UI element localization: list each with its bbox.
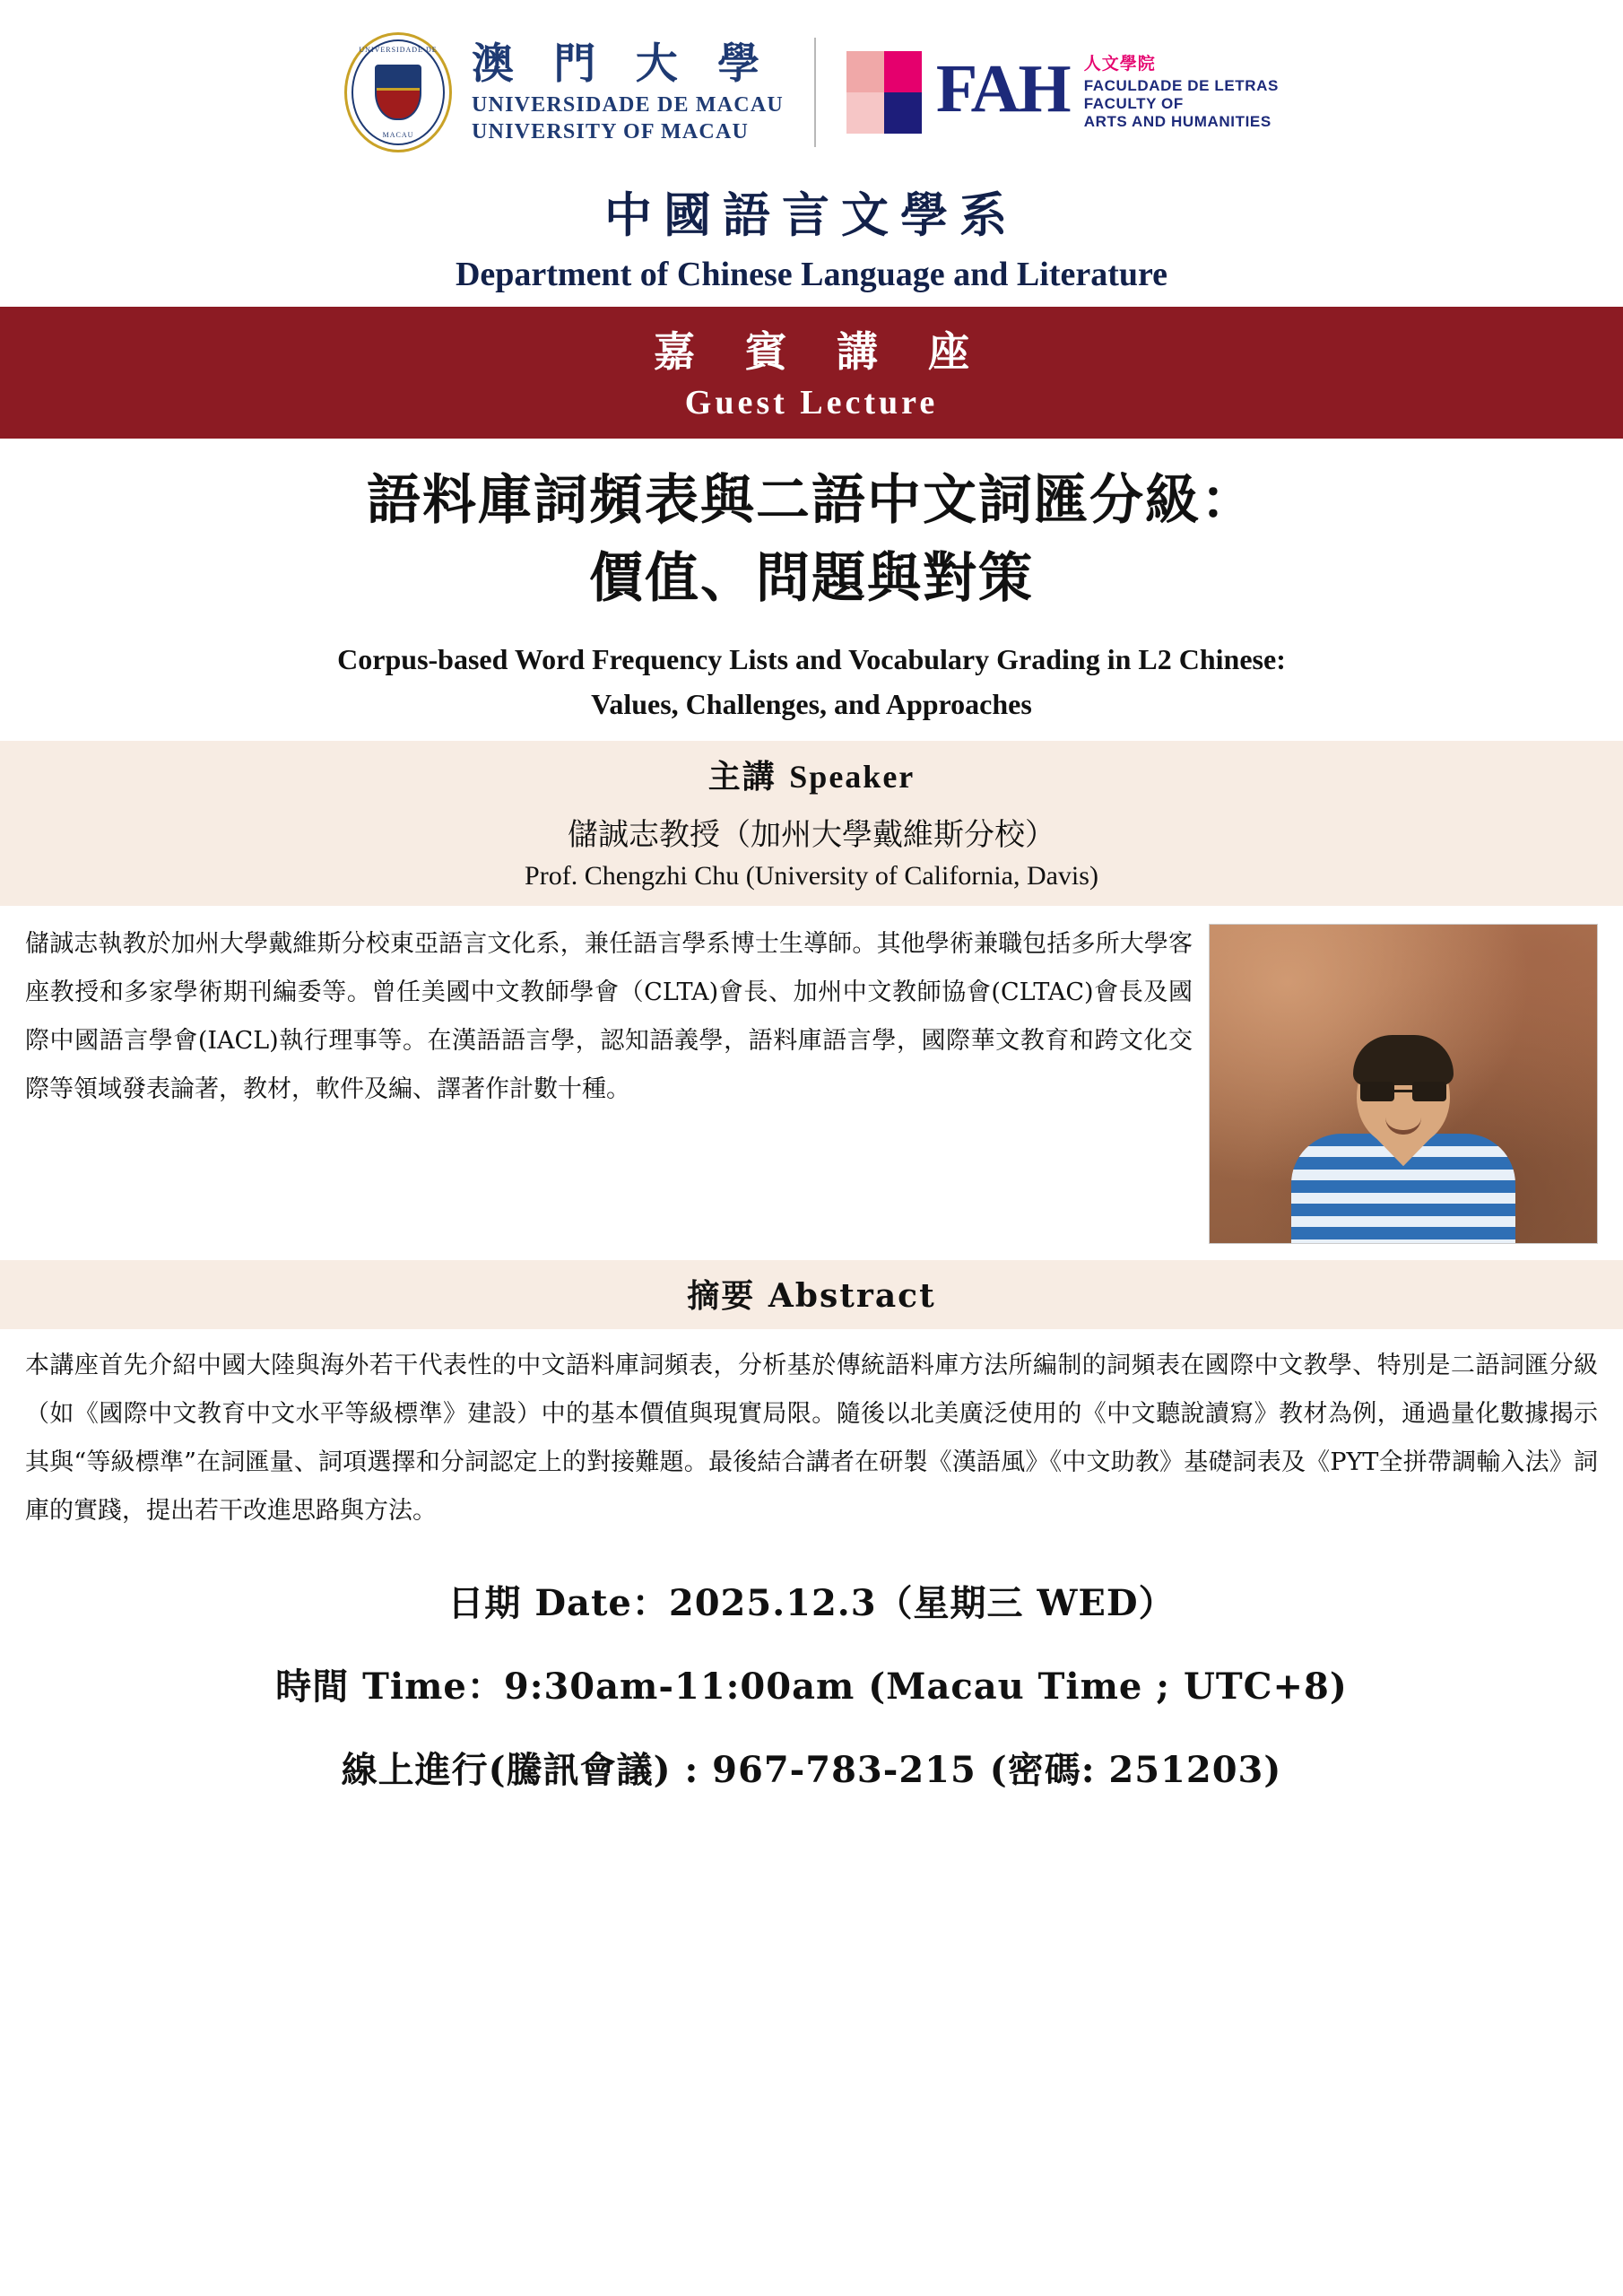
university-of-macau-logo [344, 32, 784, 152]
lecture-title-en-line2: Values, Challenges, and Approaches [591, 687, 1032, 720]
logo-divider [814, 38, 816, 147]
department-name-en: Department of Chinese Language and Literature [455, 256, 1168, 293]
banner-label-cn: 嘉 賓 講 座 [653, 327, 988, 376]
abstract-heading-en: Abstract [768, 1277, 936, 1316]
banner-label-en: Guest Lecture [684, 384, 939, 422]
speaker-section [0, 741, 1623, 906]
um-shield-icon [375, 65, 421, 120]
fah-name-cn: 人文學院 [1083, 54, 1156, 74]
abstract-heading [0, 1271, 1623, 1317]
abstract-heading-cn: 摘要 [687, 1277, 756, 1316]
guest-lecture-banner [0, 307, 1623, 439]
lecture-title-en-line1: Corpus-based Word Frequency Lists and Vocabulary Grading in L2 Chinese: [337, 643, 1286, 675]
um-seal-icon [344, 32, 452, 152]
event-date: 日期 Date：2025.12.3（星期三 WED） [447, 1582, 1176, 1625]
um-name-pt: UNIVERSIDADE DE MACAU [472, 93, 784, 117]
event-time: 時間 Time：9:30am-11:00am (Macau Time ; UTC+8) [275, 1665, 1348, 1709]
event-online-access: 線上進行(騰訊會議) : 967-783-215 (密碼: 251203) [341, 1749, 1282, 1792]
fah-name-block [1084, 54, 1279, 131]
fah-line-1: FACULDADE DE LETRAS [1083, 76, 1279, 94]
um-name-cn: 澳 門 大 學 [472, 39, 773, 89]
fah-logo [846, 51, 1279, 134]
header-logos [0, 0, 1623, 161]
um-name-block [472, 41, 784, 144]
glasses-icon [1360, 1082, 1446, 1101]
abstract-paragraph: 本講座首先介紹中國大陸與海外若干代表性的中文語料庫詞頻表，分析基於傳統語料庫方法所編制的詞頻表在國際中文教學、特別是二語詞匯分級（如《國際中文教育中文水平等級標準》建設）中的基本價值與現實局限。隨後以北美廣泛使用的《中文聽說讀寫》教材為例，通過量化數據揭示其與“等級標準”在詞匯量、詞項選擇和分詞認定上的對接難題。最後結合講者在研製《漢語風》《中文助教》基礎詞表及《PYT全拼帶調輸入法》詞庫的實踐，提出若干改進思路與方法。 [25, 1352, 1598, 1526]
um-name-en: UNIVERSITY OF MACAU [472, 119, 750, 144]
um-seal-top-text: UNIVERSIDADE DE [359, 46, 438, 54]
abstract-body [0, 1329, 1623, 1535]
speaker-name-cn: 儲誠志教授（加州大學戴維斯分校） [568, 817, 1055, 854]
event-details [0, 1575, 1623, 1793]
um-seal-bottom-text: MACAU [382, 131, 414, 139]
lecture-title-en [0, 638, 1623, 726]
speaker-photo [1209, 924, 1598, 1244]
lecture-title-cn-line1: 語料庫詞頻表與二語中文詞匯分級： [367, 469, 1256, 532]
speaker-bio-section [0, 906, 1623, 1253]
fah-squares-icon [846, 51, 922, 134]
fah-letters: FAH [935, 50, 1070, 126]
speaker-heading-en: Speaker [789, 759, 916, 796]
abstract-heading-band [0, 1260, 1623, 1329]
lecture-title-cn-line2: 價值、問題與對策 [589, 547, 1034, 610]
speaker-heading [0, 752, 1623, 797]
fah-line-3: ARTS AND HUMANITIES [1083, 112, 1271, 130]
lecture-title-cn [0, 462, 1623, 618]
department-name-cn: 中國語言文學系 [604, 187, 1019, 243]
fah-line-2: FACULTY OF [1083, 94, 1184, 112]
speaker-name-en: Prof. Chengzhi Chu (University of California, Davis) [525, 861, 1098, 891]
speaker-heading-cn: 主講 [707, 758, 777, 796]
speaker-bio-paragraph: 儲誠志執教於加州大學戴維斯分校東亞語言文化系，兼任語言學系博士生導師。其他學術兼職包括多所大學客座教授和多家學術期刊編委等。曾任美國中文教師學會（CLTA)會長、加州中文教師協會(CLTAC)會長及國際中國語言學會(IACL)執行理事等。在漢語語言學，認知語義學，語料庫語言學，國際華文教育和跨文化交際等領域發表論著，教材，軟件及編、譯著作計數十種。 [25, 930, 1193, 1104]
